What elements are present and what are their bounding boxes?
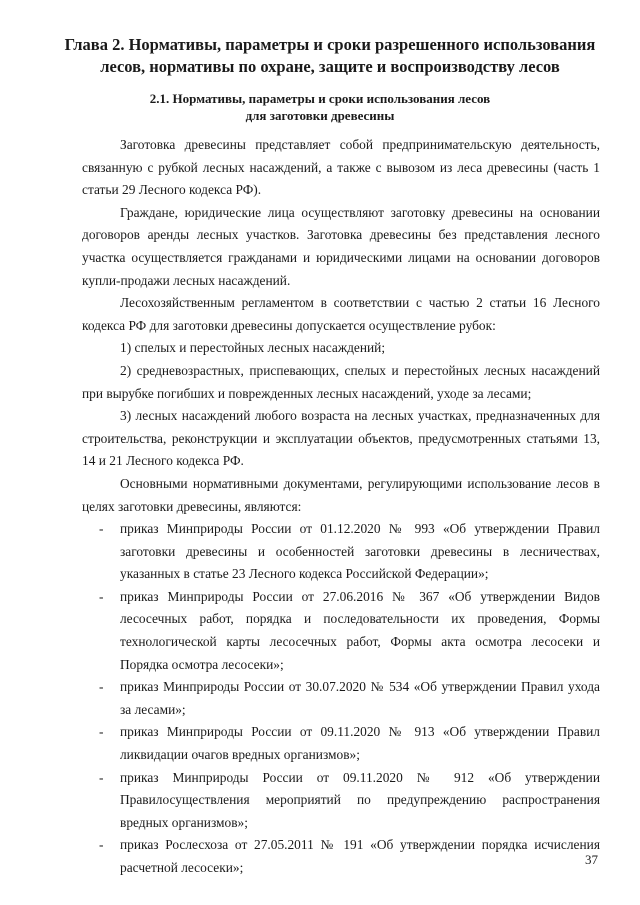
section-title-line-2: для заготовки древесины <box>245 108 395 123</box>
section-title-line-1: 2.1. Нормативы, параметры и сроки использования лесов <box>149 91 491 106</box>
body-text <box>82 134 600 880</box>
bullet-marker: - <box>99 724 104 740</box>
paragraph: Заготовка древесины представляет собой предпринимательскую деятельность, связанную с рубкой лесных насаждений, а также с вывозом из леса древесины (часть 1 статьи 29 Лесного кодекса РФ). <box>82 137 600 198</box>
list-item <box>82 518 600 586</box>
list-item-text: приказ Минприроды России от 30.07.2020 № 534 «Об утверждении Правил ухода за лесами»; <box>120 679 600 717</box>
list-item-numbered: 2) средневозрастных, приспевающих, спелых и перестойных лесных насаждений при вырубке погибших и поврежденных лесных насаждений, уходе за лесами; <box>82 362 600 401</box>
paragraph: Лесохозяйственным регламентом в соответствии с частью 2 статьи 16 Лесного кодекса РФ для заготовки древесины допускается осуществление рубок: <box>82 295 600 333</box>
list-item-text: приказ Минприроды России от 27.06.2016 № 367 «Об утверждении Видов лесосечных работ, порядка и последовательности их проведения, Формы технологической карты лесосечных работ, Формы акта осмотра лесосеки и Порядка осмотра лесосеки»; <box>120 588 600 672</box>
regulations-list <box>82 518 600 880</box>
page-number: 37 <box>585 852 598 867</box>
list-item-text: приказ Минприроды России от 09.11.2020 № 913 «Об утверждении Правил ликвидации очагов вредных организмов»; <box>120 724 600 763</box>
bullet-marker: - <box>99 521 104 537</box>
list-item-text: приказ Минприроды России от 09.11.2020 № 912 «Об утверждении Правилосуществления мероприятий по предупреждению распространения вредных организмов»; <box>120 769 600 830</box>
paragraph: Граждане, юридические лица осуществляют заготовку древесины на основании договоров аренды лесных участков. Заготовка древесины без представления лесного участка осуществляется гражданами и юридическими лицами на основании договоров купли-продажи лесных насаждений. <box>82 204 600 288</box>
list-item <box>82 767 600 835</box>
bullet-marker: - <box>99 769 104 785</box>
list-item-text: приказ Минприроды России от 01.12.2020 № 993 «Об утверждении Правил заготовки древесины и особенностей заготовки древесины в лесничествах, указанных в статье 23 Лесного кодекса Российской Федерации»; <box>120 521 600 582</box>
bullet-marker: - <box>99 588 104 604</box>
bullet-marker: - <box>99 837 104 853</box>
list-item-numbered: 1) спелых и перестойных лесных насаждений; <box>120 340 386 356</box>
paragraph: Основными нормативными документами, регулирующими использование лесов в целях заготовки древесины, являются: <box>82 475 600 514</box>
bullet-marker: - <box>99 679 104 695</box>
list-item-text: приказ Рослесхоза от 27.05.2011 № 191 «Об утверждении порядка исчисления расчетной лесосеки»; <box>120 837 600 875</box>
list-item <box>82 586 600 676</box>
list-item-numbered: 3) лесных насаждений любого возраста на лесных участках, предназначенных для строительства, реконструкции и эксплуатации объектов, предусмотренных статьями 13, 14 и 21 Лесного кодекса РФ. <box>82 408 600 469</box>
chapter-title: Глава 2. Нормативы, параметры и сроки разрешенного использования лесов, нормативы по охране, защите и воспроизводству лесов <box>64 35 596 76</box>
list-item <box>82 834 600 879</box>
list-item <box>82 721 600 766</box>
list-item <box>82 676 600 721</box>
section-title <box>80 90 560 124</box>
